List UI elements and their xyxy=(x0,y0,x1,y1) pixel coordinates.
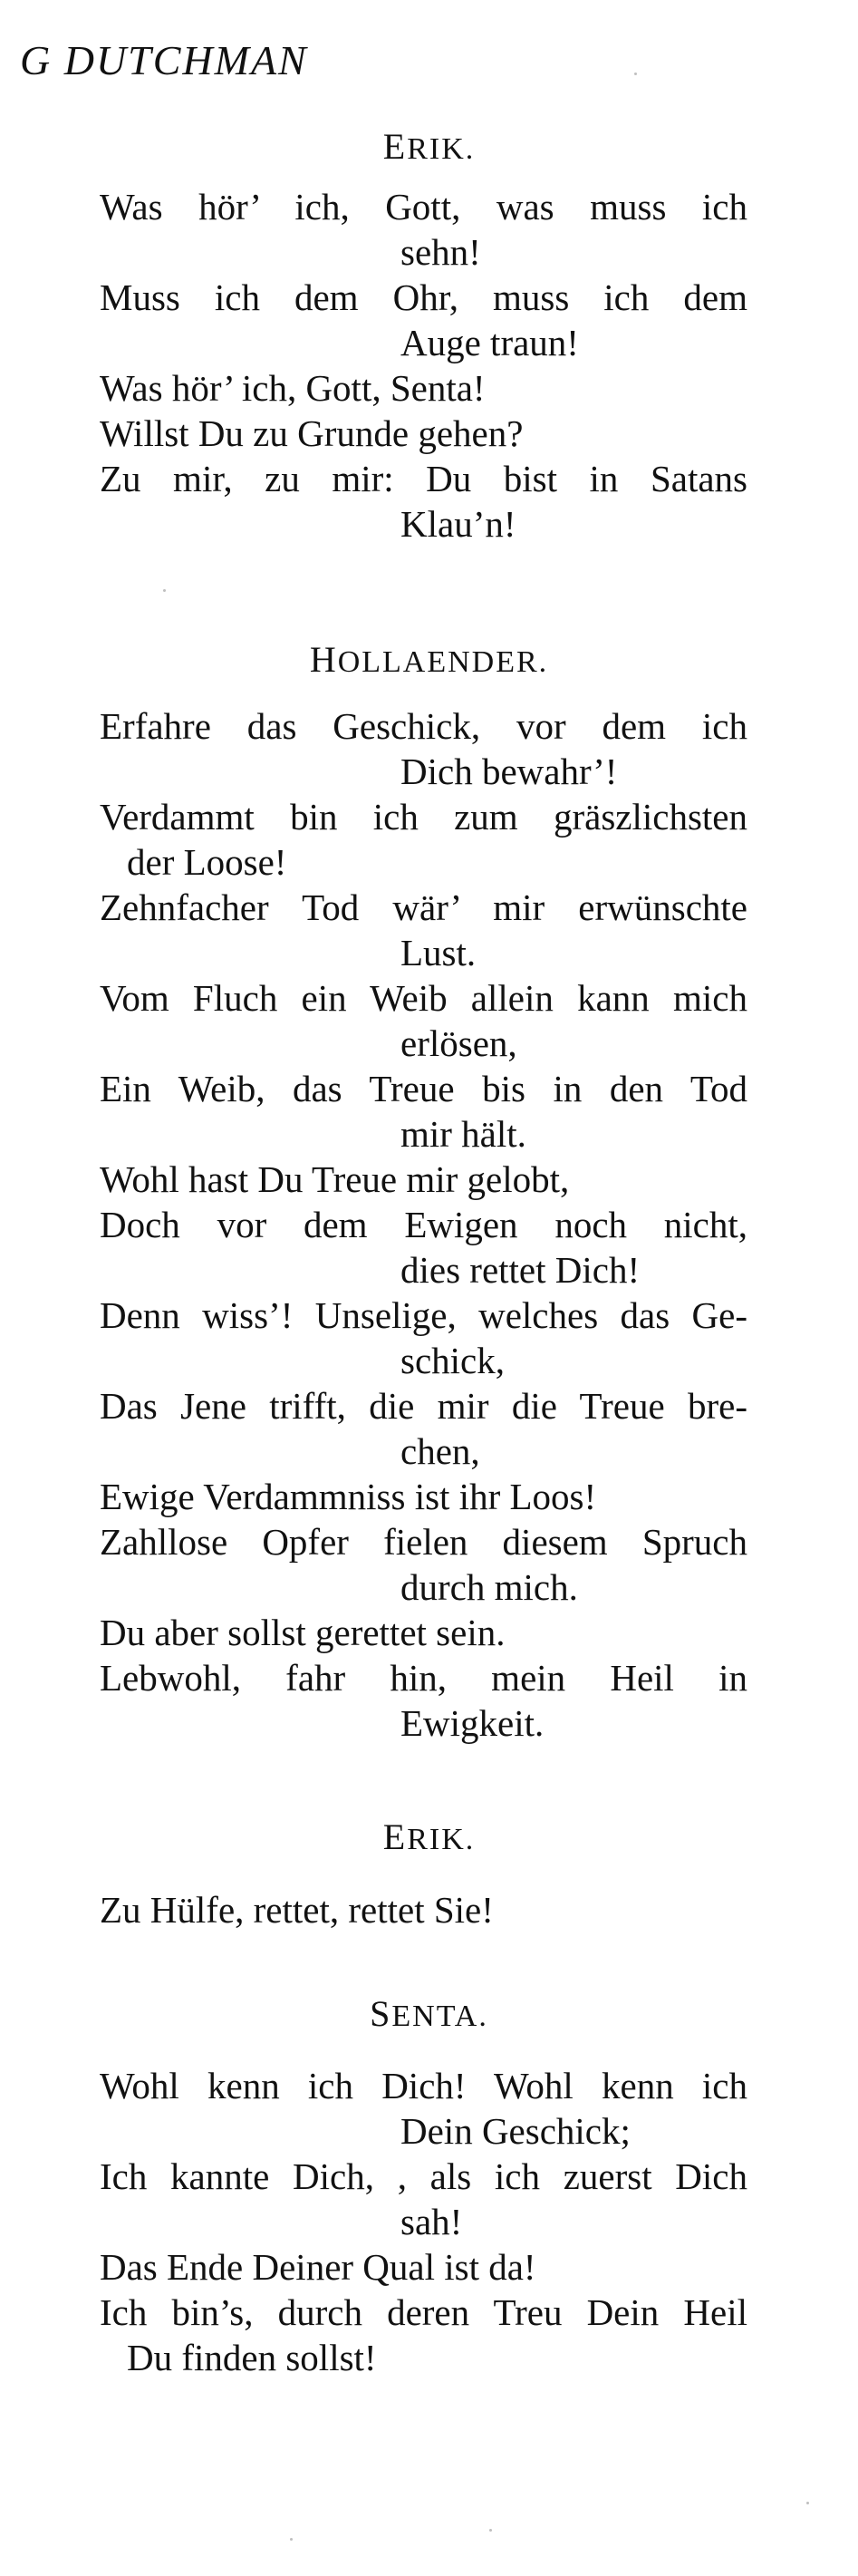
verse-line-continuation: schick, xyxy=(400,1340,505,1381)
speaker-name: ERIK. xyxy=(382,1816,476,1857)
verse-line-continuation: Lust. xyxy=(400,932,477,973)
verse-line: Zu Hülfe, rettet, rettet Sie! xyxy=(100,1889,494,1931)
verse-line-continuation: durch mich. xyxy=(400,1566,578,1608)
speaker-name: HOLLAENDER. xyxy=(309,639,549,680)
verse-line: Was hör’ ich, Gott, Senta! xyxy=(100,367,486,409)
paper-speck xyxy=(290,2538,293,2541)
verse-line: Du aber sollst gerettet sein. xyxy=(100,1612,506,1653)
verse-line-continuation: erlösen, xyxy=(400,1022,517,1064)
verse-line-continuation: Ewigkeit. xyxy=(400,1702,545,1744)
verse-line: Lebwohl, fahr hin, mein Heil in xyxy=(100,1657,747,1699)
verse-line: Wohl kenn ich Dich! Wohl kenn ich xyxy=(100,2065,747,2106)
verse-line-continuation: Du finden sollst! xyxy=(127,2337,377,2378)
verse-line-continuation: Dich bewahr’! xyxy=(400,751,618,792)
verse-line: Ein Weib, das Treue bis in den Tod xyxy=(100,1068,747,1109)
verse-line: Das Ende Deiner Qual ist da! xyxy=(100,2246,536,2288)
verse-line: Das Jene trifft, die mir die Treue bre- xyxy=(100,1385,747,1427)
verse-line: Willst Du zu Grunde gehen? xyxy=(100,412,524,454)
verse-line: Vom Fluch ein Weib allein kann mich xyxy=(100,977,747,1019)
verse-line: Zahllose Opfer fielen diesem Spruch xyxy=(100,1521,747,1563)
verse-line-continuation: dies rettet Dich! xyxy=(400,1249,641,1291)
verse-line-continuation: Auge traun! xyxy=(400,322,579,363)
speaker-name: SENTA. xyxy=(370,1993,488,2034)
verse-line: Zehnfacher Tod wär’ mir erwünschte xyxy=(100,886,747,928)
verse-line: Erfahre das Geschick, vor dem ich xyxy=(100,705,747,747)
paper-speck xyxy=(489,2529,492,2532)
verse-line: Zu mir, zu mir: Du bist in Satans xyxy=(100,458,747,499)
verse-line-continuation: der Loose! xyxy=(127,841,287,883)
verse-line: Ich kannte Dich, , als ich zuerst Dich xyxy=(100,2155,747,2197)
paper-speck xyxy=(634,73,637,75)
verse-line: Denn wiss’! Unselige, welches das Ge- xyxy=(100,1294,747,1336)
verse-line-continuation: mir hält. xyxy=(400,1113,526,1155)
verse-line: Wohl hast Du Treue mir gelobt, xyxy=(100,1158,570,1200)
speaker-name: ERIK. xyxy=(382,126,476,167)
paper-speck xyxy=(806,2502,809,2504)
verse-line-continuation: Dein Geschick; xyxy=(400,2110,631,2152)
verse-line: Muss ich dem Ohr, muss ich dem xyxy=(100,276,747,318)
verse-line: Verdammt bin ich zum gräszlichsten xyxy=(100,796,747,838)
paper-speck xyxy=(163,589,166,592)
verse-line: Ewige Verdammniss ist ihr Loos! xyxy=(100,1476,597,1517)
verse-line-continuation: sah! xyxy=(400,2201,463,2242)
verse-line: Was hör’ ich, Gott, was muss ich xyxy=(100,186,747,228)
verse-line-continuation: chen, xyxy=(400,1430,480,1472)
verse-line: Ich bin’s, durch deren Treu Dein Heil xyxy=(100,2291,747,2333)
verse-line-continuation: sehn! xyxy=(400,231,481,273)
running-head: G DUTCHMAN xyxy=(20,37,308,83)
verse-line-continuation: Klau’n! xyxy=(400,503,516,545)
verse-line: Doch vor dem Ewigen noch nicht, xyxy=(100,1204,747,1245)
